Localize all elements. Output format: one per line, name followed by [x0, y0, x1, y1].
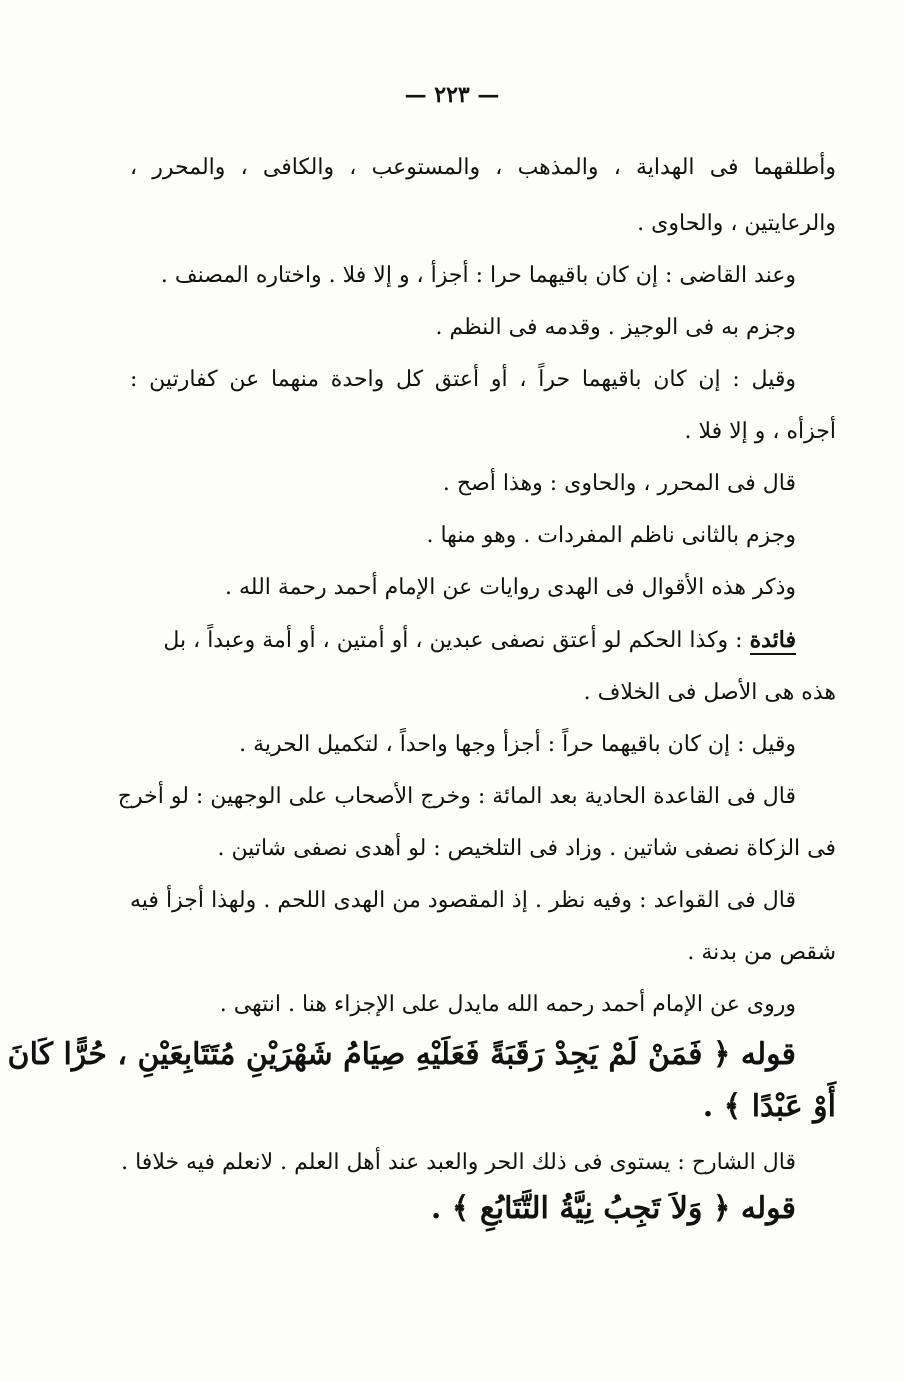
quran-quote-line: قوله ﴿ فَمَنْ لَمْ يَجِدْ رَقَبَةً فَعَلَيْهِ صِيَامُ شَهْرَيْنِ مُتَتَابِعَيْنِ ، حُرًّا كَانَ: [7, 1037, 796, 1072]
text-line: فى الزكاة نصفى شاتين . وزاد فى التلخيص : لو أهدى نصفى شاتين .: [217, 836, 836, 861]
fawaid-text: : وكذا الحكم لو أعتق نصفى عبدين ، أو أمتين ، أو أمة وعبداً ، بل: [163, 628, 743, 653]
text-line: هذه هى الأصل فى الخلاف .: [583, 680, 836, 705]
page-number: — ٢٢٣ —: [404, 82, 500, 108]
text-line: وجزم به فى الوجيز . وقدمه فى النظم .: [435, 315, 796, 340]
text-line: قال فى المحرر ، والحاوى : وهذا أصح .: [442, 471, 796, 496]
text-line: وأطلقهما فى الهداية ، والمذهب ، والمستوعب ، والكافى ، والمحرر ،: [130, 155, 836, 180]
text-line: وقيل : إن كان باقيهما حراً : أجزأ وجها واحداً ، لتكميل الحرية .: [239, 732, 796, 757]
quran-quote-line: قوله ﴿ وَلاَ تَجِبُ نِيَّةُ التَّتَابُعِ ﴾ .: [430, 1191, 796, 1226]
quran-quote-line: أَوْ عَبْدًا ﴾ .: [702, 1089, 836, 1124]
text-line: وروى عن الإمام أحمد رحمه الله مايدل على الإجزاء هنا . انتهى .: [219, 992, 796, 1017]
text-line: قال فى القاعدة الحادية بعد المائة : وخرج الأصحاب على الوجهين : لو أخرج: [117, 784, 796, 809]
text-line: أجزأه ، و إلا فلا .: [684, 419, 836, 444]
fawaid-line: [130, 625, 836, 656]
text-line: وجزم بالثانى ناظم المفردات . وهو منها .: [426, 523, 796, 548]
fawaid-label: فائدة: [749, 627, 796, 653]
text-line: والرعايتين ، والحاوى .: [637, 211, 836, 236]
text-line: قال فى القواعد : وفيه نظر . إذ المقصود من الهدى اللحم . ولهذا أجزأ فيه: [130, 888, 796, 913]
body-text: [7, 145, 836, 1230]
text-line: شقص من بدنة .: [687, 940, 836, 965]
text-line: وقيل : إن كان باقيهما حراً ، أو أعتق كل واحدة منهما عن كفارتين :: [130, 367, 796, 392]
text-line: وعند القاضى : إن كان باقيهما حرا : أجزأ ، و إلا فلا . واختاره المصنف .: [160, 263, 796, 288]
text-line: قال الشارح : يستوى فى ذلك الحر والعبد عند أهل العلم . لانعلم فيه خلافا .: [121, 1150, 796, 1175]
text-line: وذكر هذه الأقوال فى الهدى روايات عن الإمام أحمد رحمة الله .: [225, 575, 796, 600]
